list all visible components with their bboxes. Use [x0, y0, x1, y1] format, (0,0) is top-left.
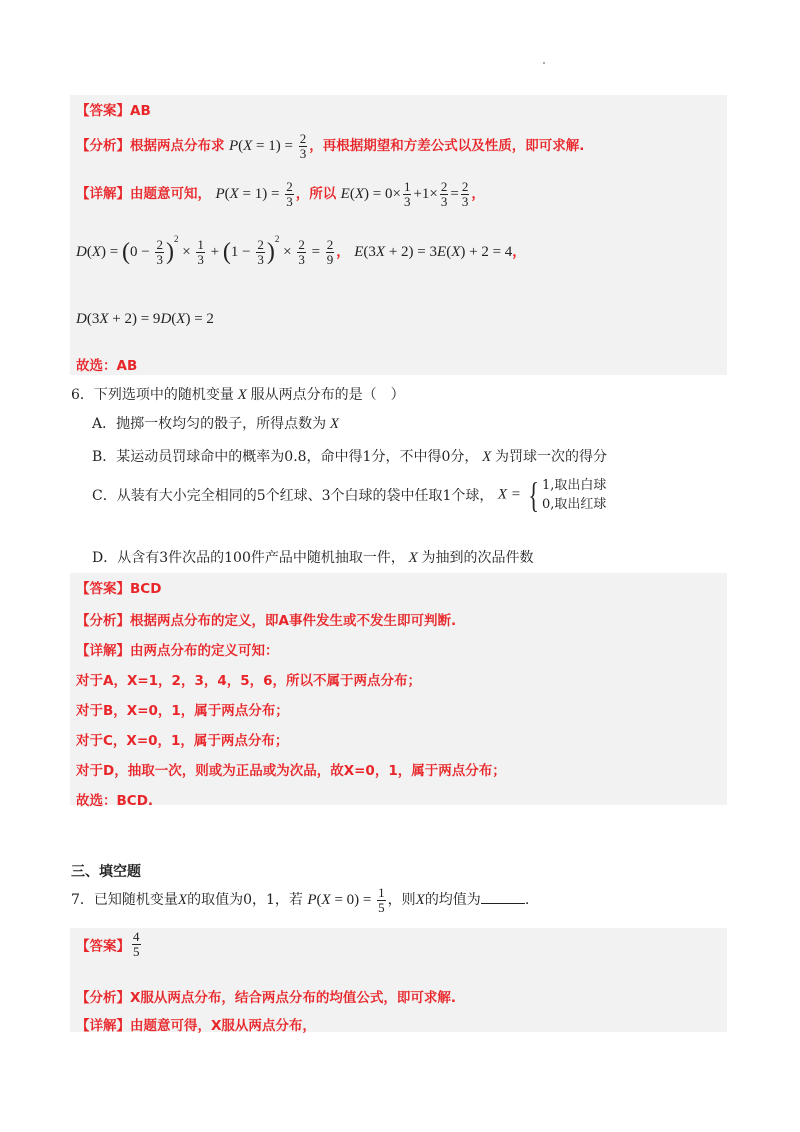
- q6-stem-text-2: 服从两点分布的是（ ）: [250, 387, 405, 403]
- answer-label: 【答案】: [76, 581, 130, 597]
- conclusion-text: 故选：AB: [76, 358, 138, 374]
- q5-analysis-line: [76, 132, 584, 161]
- q6-detail-b: [76, 699, 289, 719]
- detail-text: 由两点分布的定义可知：: [130, 643, 279, 659]
- option-c-text: C．从装有大小完全相同的5个红球、3个白球的袋中任取1个球，: [92, 488, 494, 504]
- q6-conclusion: [76, 789, 153, 809]
- analysis-text: X服从两点分布，结合两点分布的均值公式，即可求解.: [130, 990, 457, 1006]
- answer-label: 【答案】: [76, 103, 130, 119]
- q6-option-c: [92, 476, 606, 514]
- option-b-text-2: 为罚球一次的得分: [495, 449, 608, 465]
- answer-blank: [481, 891, 525, 904]
- q7-answer-line: [76, 930, 143, 959]
- q7-stem: [71, 886, 529, 915]
- q6-answer-line: [76, 577, 161, 597]
- analysis-text-2: ，再根据期望和方差公式以及性质，即可求解.: [309, 137, 585, 154]
- conclusion-text: 故选：BCD.: [76, 793, 154, 809]
- var-x: X: [177, 891, 188, 908]
- answer-value: BCD: [130, 581, 162, 597]
- q6-detail-c: [76, 729, 288, 749]
- section-title: 三、填空题: [71, 864, 141, 880]
- q5-variance-line: [76, 234, 526, 267]
- q6-option-a: [92, 413, 339, 433]
- detail-text-2: ，所以: [295, 185, 337, 202]
- formula-p-x-1-detail: P(X = 1) = $\frac{2}{3}$: [215, 179, 293, 209]
- q7-stem-end: .: [524, 891, 530, 908]
- piecewise-cases: [542, 476, 606, 514]
- var-x: X: [233, 387, 251, 403]
- case-1: 1,取出白球: [541, 478, 607, 493]
- formula-linear-expectation: E(3X + 2) = 3E(X) + 2 = 4: [354, 244, 513, 260]
- detail-d-text: 对于D，抽取一次，则或为正品或为次品，故X=0，1，属于两点分布；: [76, 763, 506, 779]
- var-x: X: [404, 550, 422, 566]
- q7-stem-text: 7．已知随机变量: [71, 891, 178, 908]
- analysis-label: 【分析】: [76, 990, 130, 1006]
- q7-stem-text-2: 的取值为0，1，若: [187, 891, 303, 908]
- answer-value: AB: [130, 103, 151, 119]
- formula-variance: D(X) = (0 − $\frac{2}{3}$ )$^2$ × $\frac{1}{3}$ + (1 − $\frac{2}{3}$ )$^2$ × $\frac{2}{3}$ = $\frac{2}{9}$: [76, 234, 334, 268]
- q5-conclusion: [76, 354, 137, 374]
- formula-p-x-0: P(X = 0) = $\frac{1}{5}$: [307, 885, 385, 915]
- q5-answer-line: [76, 99, 151, 119]
- detail-a-text: 对于A，X=1，2，3，4，5，6，所以不属于两点分布；: [76, 673, 422, 689]
- q6-detail-line: [76, 639, 279, 659]
- answer-label: 【答案】: [76, 938, 130, 955]
- q6-detail-d: [76, 759, 506, 779]
- option-a-text: A．抛掷一枚均匀的骰子，所得点数为: [92, 416, 327, 432]
- var-x: X: [478, 449, 496, 465]
- var-x: X =: [497, 486, 525, 503]
- comma: ，: [512, 244, 526, 260]
- detail-b-text: 对于B，X=0，1，属于两点分布；: [76, 703, 289, 719]
- formula-linear-variance: D(3X + 2) = 9D(X) = 2: [76, 311, 214, 327]
- q7-stem-text-3: ，则: [387, 891, 416, 908]
- analysis-text: 根据两点分布的定义，即A事件发生或不发生即可判断.: [130, 613, 457, 629]
- q6-option-d: [92, 547, 534, 567]
- detail-label: 【详解】: [76, 643, 130, 659]
- q6-stem: [71, 384, 405, 404]
- analysis-text: 根据两点分布求: [130, 137, 225, 154]
- detail-c-text: 对于C，X=0，1，属于两点分布；: [76, 733, 289, 749]
- answer-fraction: [132, 930, 141, 959]
- q7-analysis-line: [76, 986, 456, 1006]
- formula-p-x-1: P(X = 1) = $\frac{2}{3}$: [228, 131, 307, 161]
- detail-label: 【详解】: [76, 1018, 130, 1034]
- q7-stem-text-4: 的均值为: [424, 891, 481, 908]
- analysis-label: 【分析】: [76, 613, 130, 629]
- q7-detail-line: [76, 1014, 316, 1034]
- comma: ，: [336, 244, 350, 260]
- q5-variance-transform-line: [76, 311, 214, 328]
- var-x: X: [415, 891, 425, 908]
- answer-numerator: 4: [133, 929, 140, 944]
- comma: ，: [471, 185, 485, 202]
- var-x: X: [326, 416, 340, 432]
- answer-denominator: 5: [133, 944, 140, 959]
- q6-detail-a: [76, 669, 421, 689]
- q6-stem-text: 6．下列选项中的随机变量: [71, 387, 234, 403]
- detail-text: 由题意可得，X服从两点分布，: [130, 1018, 316, 1034]
- formula-expectation: E(X) = 0× $\frac{1}{3}$ +1× $\frac{2}{3}$ = $\frac{2}{3}$: [340, 179, 469, 209]
- option-d-text: D．从含有3件次品的100件产品中随机抽取一件，: [92, 550, 405, 566]
- q6-analysis-line: [76, 609, 456, 629]
- case-2: 0,取出红球: [541, 497, 607, 512]
- q6-option-b: [92, 446, 607, 466]
- detail-text: 由题意可知，: [130, 185, 211, 202]
- detail-label: 【详解】: [76, 185, 130, 202]
- q5-detail-line: [76, 180, 485, 209]
- option-b-text: B．某运动员罚球命中的概率为0.8，命中得1分，不中得0分，: [92, 449, 479, 465]
- brace: {: [528, 475, 539, 515]
- option-d-text-2: 为抽到的次品件数: [421, 550, 534, 566]
- page-marker-dot: [543, 62, 545, 64]
- analysis-label: 【分析】: [76, 137, 130, 154]
